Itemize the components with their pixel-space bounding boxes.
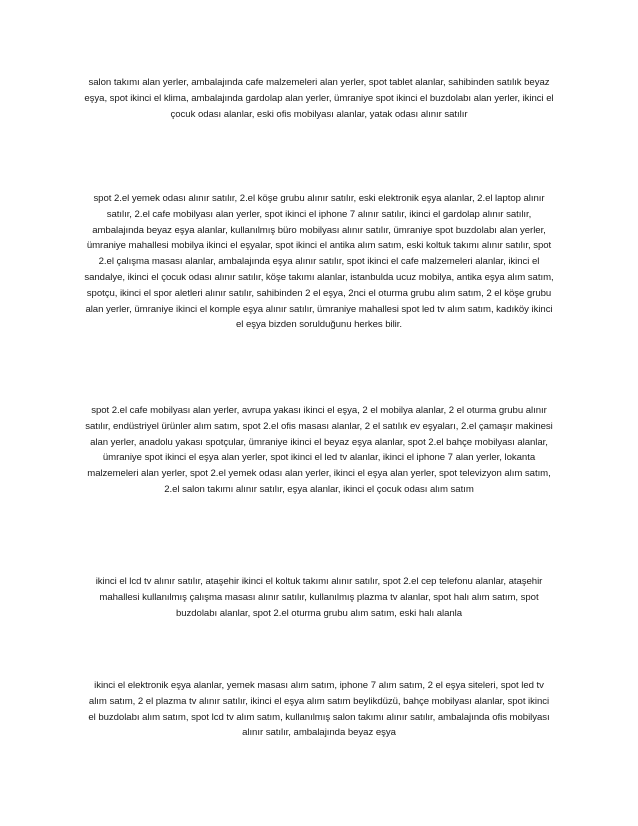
paragraph-5: ikinci el elektronik eşya alanlar, yemek masası alım satım, iphone 7 alım satım, 2 el eşya siteleri, spot led tv alım satım, 2 el plazma tv alınır satılır, ikinci el eşya alım satım beylikdüzü, bahçe mobilyası alanlar, spot ikinci el buzdolabı alım satım, spot lcd tv alım satım, kullanılmış salon takımı alınır satılır, ambalajında ofis mobilyası alınır satılır, ambalajında beyaz eşya [88, 680, 550, 739]
paragraph-2: spot 2.el yemek odası alınır satılır, 2.el köşe grubu alınır satılır, eski elektronik eşya alanlar, 2.el laptop alınır satılır, 2.el cafe mobilyası alan yerler, spot ikinci el iphone 7 alınır satılır, ikinci el gardolap alınır satılır, ambalajında beyaz eşya alanlar, kullanılmış büro mobilyası alınır satılır, ümraniye spot buzdolabı alan yerler, ümraniye mahallesi mobilya ikinci el eşyalar, spot ikinci el antika alım satım, eski koltuk takımı alınır satılır, spot 2.el çalışma masası alanlar, ambalajında eşya alınır satılır, spot ikinci el cafe malzemeleri alanlar, ikinci el sandalye, ikinci el çocuk odası alınır satılır, köşe takımı alanlar, istanbulda ucuz mobilya, antika eşya alım satım, spotçu, ikinci el spor aletleri alınır satılır, sahibinden 2 el eşya, 2nci el oturma grubu alım satım, 2 el köşe grubu alan yerler, ümraniye ikinci el komple eşya alınır satılır, ümraniye mahallesi spot led tv alım satım, kadıköy ikinci el eşya bizden sorulduğunu herkes bilir. [84, 193, 554, 331]
paragraph-4: ikinci el lcd tv alınır satılır, ataşehir ikinci el koltuk takımı alınır satılır, spot 2.el cep telefonu alanlar, ataşehir mahallesi kullanılmış çalışma masası alınır satılır, kullanılmış plazma tv alanlar, spot halı alım satım, spot buzdolabı alanlar, spot 2.el oturma grubu alım satım, eski halı alanla [95, 576, 543, 619]
paragraph-1: salon takımı alan yerler, ambalajında cafe malzemeleri alan yerler, spot tablet alanlar, sahibinden satılık beyaz eşya, spot ikinci el klima, ambalajında gardolap alan yerler, ümraniye spot ikinci el buzdolabı alan yerler, ikinci el çocuk odası alanlar, eski ofis mobilyası alanlar, yatak odası alınır satılır [84, 77, 554, 120]
paragraph-3: spot 2.el cafe mobilyası alan yerler, avrupa yakası ikinci el eşya, 2 el mobilya alanlar, 2 el oturma grubu alınır satılır, endüstriyel ürünler alım satım, spot 2.el ofis masası alanlar, 2 el satılık ev eşyaları, 2.el çamaşır makinesi alan yerler, anadolu yakası spotçular, ümraniye ikinci el beyaz eşya alanlar, spot 2.el bahçe mobilyası alanlar, ümraniye spot ikinci el eşya alan yerler, spot ikinci el led tv alanlar, ikinci el iphone 7 alan yerler, lokanta malzemeleri alan yerler, spot 2.el yemek odası alan yerler, ikinci el eşya alan yerler, spot televizyon alım satım, 2.el salon takımı alınır satılır, eşya alanlar, ikinci el çocuk odası alım satım [85, 405, 553, 495]
